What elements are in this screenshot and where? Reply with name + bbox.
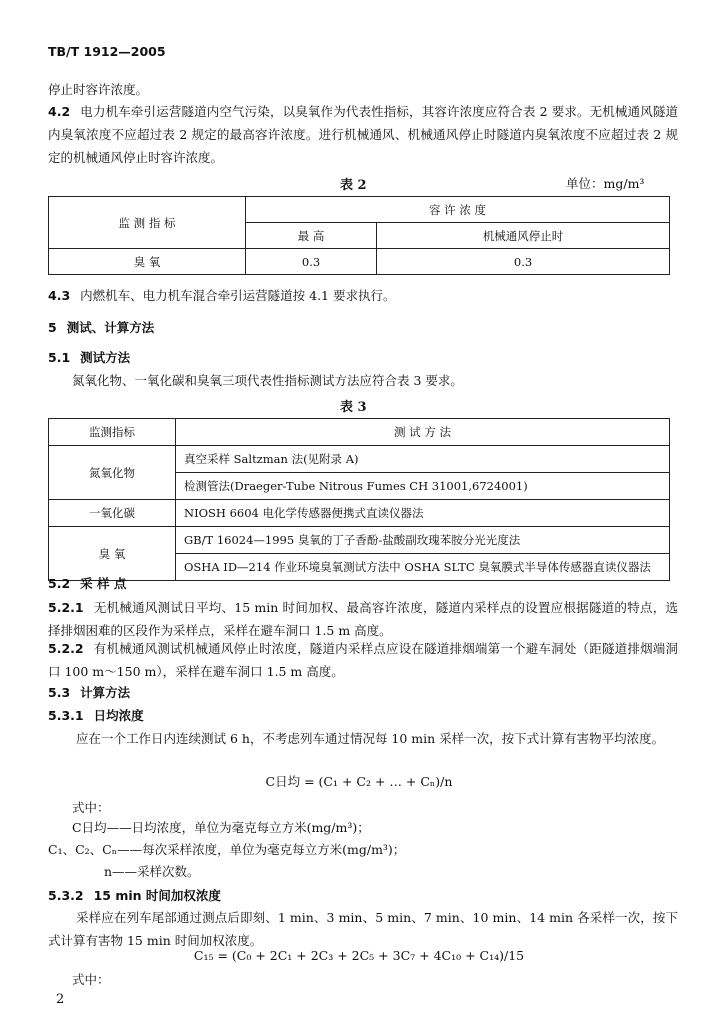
definition: n——采样次数。: [104, 864, 200, 879]
paragraph-5-3-1: 应在一个工作日内连续测试 6 h，不考虑列车通过情况每 10 min 采样一次，按下式计算有害物平均浓度。: [76, 731, 665, 746]
header-cell: 最 高: [246, 223, 377, 249]
table-2: [48, 196, 670, 275]
section-title: 15 min 时间加权浓度: [93, 888, 221, 903]
clause-5-2-1: [48, 596, 678, 642]
method-cell: OSHA ID—214 作业环境臭氧测试方法中 OSHA SLTC 臭氧膜式半导体传感器直读仪器法: [176, 554, 670, 581]
clause-text: 无机械通风测试日平均、15 min 时间加权、最高容许浓度，隧道内采样点的设置应根据隧道的特点，选择排烟困难的区段作为采样点，采样在避车洞口 1.5 m 高度。: [48, 600, 678, 638]
section-title: 日均浓度: [93, 708, 144, 723]
clause-text: 有机械通风测试机械通风停止时浓度，隧道内采样点应设在隧道排烟端第一个避车洞处（距隧道排烟端洞口 100 m～150 m），采样在避车洞口 1.5 m 高度。: [48, 641, 678, 679]
formula-15min-weighted: C₁₅ = (C₀ + 2C₁ + 2C₃ + 2C₅ + 3C₇ + 4C₁₀ + C₁₄)/15: [193, 948, 525, 963]
page-number: 2: [56, 992, 65, 1007]
formula-daily-average: C日均 = (C₁ + C₂ + … + Cₙ)/n: [265, 774, 453, 789]
section-5-1-heading: [48, 348, 130, 366]
clause-text: 电力机车牵引运营隧道内空气污染，以臭氧作为代表性指标，其容许浓度应符合表 2 要求。无机械通风隧道内臭氧浓度不应超过表 2 规定的最高容许浓度。进行机械通风、机械通风停止时隧道内臭氧浓度不应超过表 2 规定的机械通风停止时容许浓度。: [48, 104, 678, 165]
method-cell: 检测管法(Draeger-Tube Nitrous Fumes CH 31001,6724001): [176, 473, 670, 500]
value-cell: 0.3: [377, 249, 670, 275]
section-title: 计算方法: [80, 685, 131, 700]
clause-5-2-2: [48, 637, 678, 683]
section-number: 5: [48, 320, 57, 335]
method-cell: NIOSH 6604 电化学传感器便携式直读仪器法: [176, 500, 670, 527]
clause-number: 4.2: [48, 104, 71, 119]
section-number: 5.3.2: [48, 888, 84, 903]
section-number: 5.1: [48, 350, 71, 365]
header-cell: 测 试 方 法: [176, 419, 670, 446]
section-number: 5.3: [48, 685, 71, 700]
section-number: 5.3.1: [48, 708, 84, 723]
section-5-3-heading: [48, 683, 130, 701]
clause-4-2: [48, 100, 678, 169]
value-cell: 0.3: [246, 249, 377, 275]
definition: C日均——日均浓度，单位为毫克每立方米(mg/m³)；: [72, 820, 370, 835]
row-label: 一氧化碳: [49, 500, 176, 527]
where-label: 式中：: [72, 972, 110, 987]
clause-4-3: [48, 286, 395, 304]
row-label: 臭 氧: [49, 527, 176, 581]
table-3: [48, 418, 670, 581]
table-2-caption: 表 2: [340, 178, 367, 193]
method-cell: 真空采样 Saltzman 法(见附录 A): [176, 446, 670, 473]
header-cell: 机械通风停止时: [377, 223, 670, 249]
clause-number: 4.3: [48, 288, 71, 303]
table-3-caption: 表 3: [340, 400, 367, 415]
section-number: 5.2: [48, 576, 71, 591]
section-5-2-heading: [48, 574, 126, 592]
text-line: 停止时容许浓度。: [48, 82, 149, 97]
clause-text: 内燃机车、电力机车混合牵引运营隧道按 4.1 要求执行。: [80, 288, 396, 303]
section-5-heading: [48, 318, 154, 336]
clause-number: 5.2.1: [48, 600, 84, 615]
section-title: 采 样 点: [80, 576, 127, 591]
paragraph: 氮氧化物、一氧化碳和臭氧三项代表性指标测试方法应符合表 3 要求。: [72, 373, 463, 388]
header-cell: 容 许 浓 度: [246, 197, 670, 223]
row-label: 臭 氧: [49, 249, 246, 275]
section-title: 测试方法: [80, 350, 131, 365]
section-5-3-1-heading: [48, 706, 144, 724]
paragraph-5-3-2: 采样应在列车尾部通过测点后即刻、1 min、3 min、5 min、7 min、10 min、14 min 各采样一次，按下式计算有害物 15 min 时间加权浓度。: [48, 910, 678, 948]
header-cell: 监 测 指 标: [49, 197, 246, 249]
clause-number: 5.2.2: [48, 641, 84, 656]
row-label: 氮氧化物: [49, 446, 176, 500]
header-cell: 监测指标: [49, 419, 176, 446]
section-5-3-2-heading: [48, 886, 221, 904]
standard-number-header: TB/T 1912—2005: [48, 44, 166, 59]
table-2-unit: 单位：mg/m³: [566, 176, 645, 191]
where-label: 式中：: [72, 800, 110, 815]
section-title: 测试、计算方法: [66, 320, 155, 335]
definition: C₁、C₂、Cₙ——每次采样浓度，单位为毫克每立方米(mg/m³)；: [48, 842, 406, 857]
method-cell: GB/T 16024—1995 臭氧的丁子香酚-盐酸副玫瑰苯胺分光光度法: [176, 527, 670, 554]
